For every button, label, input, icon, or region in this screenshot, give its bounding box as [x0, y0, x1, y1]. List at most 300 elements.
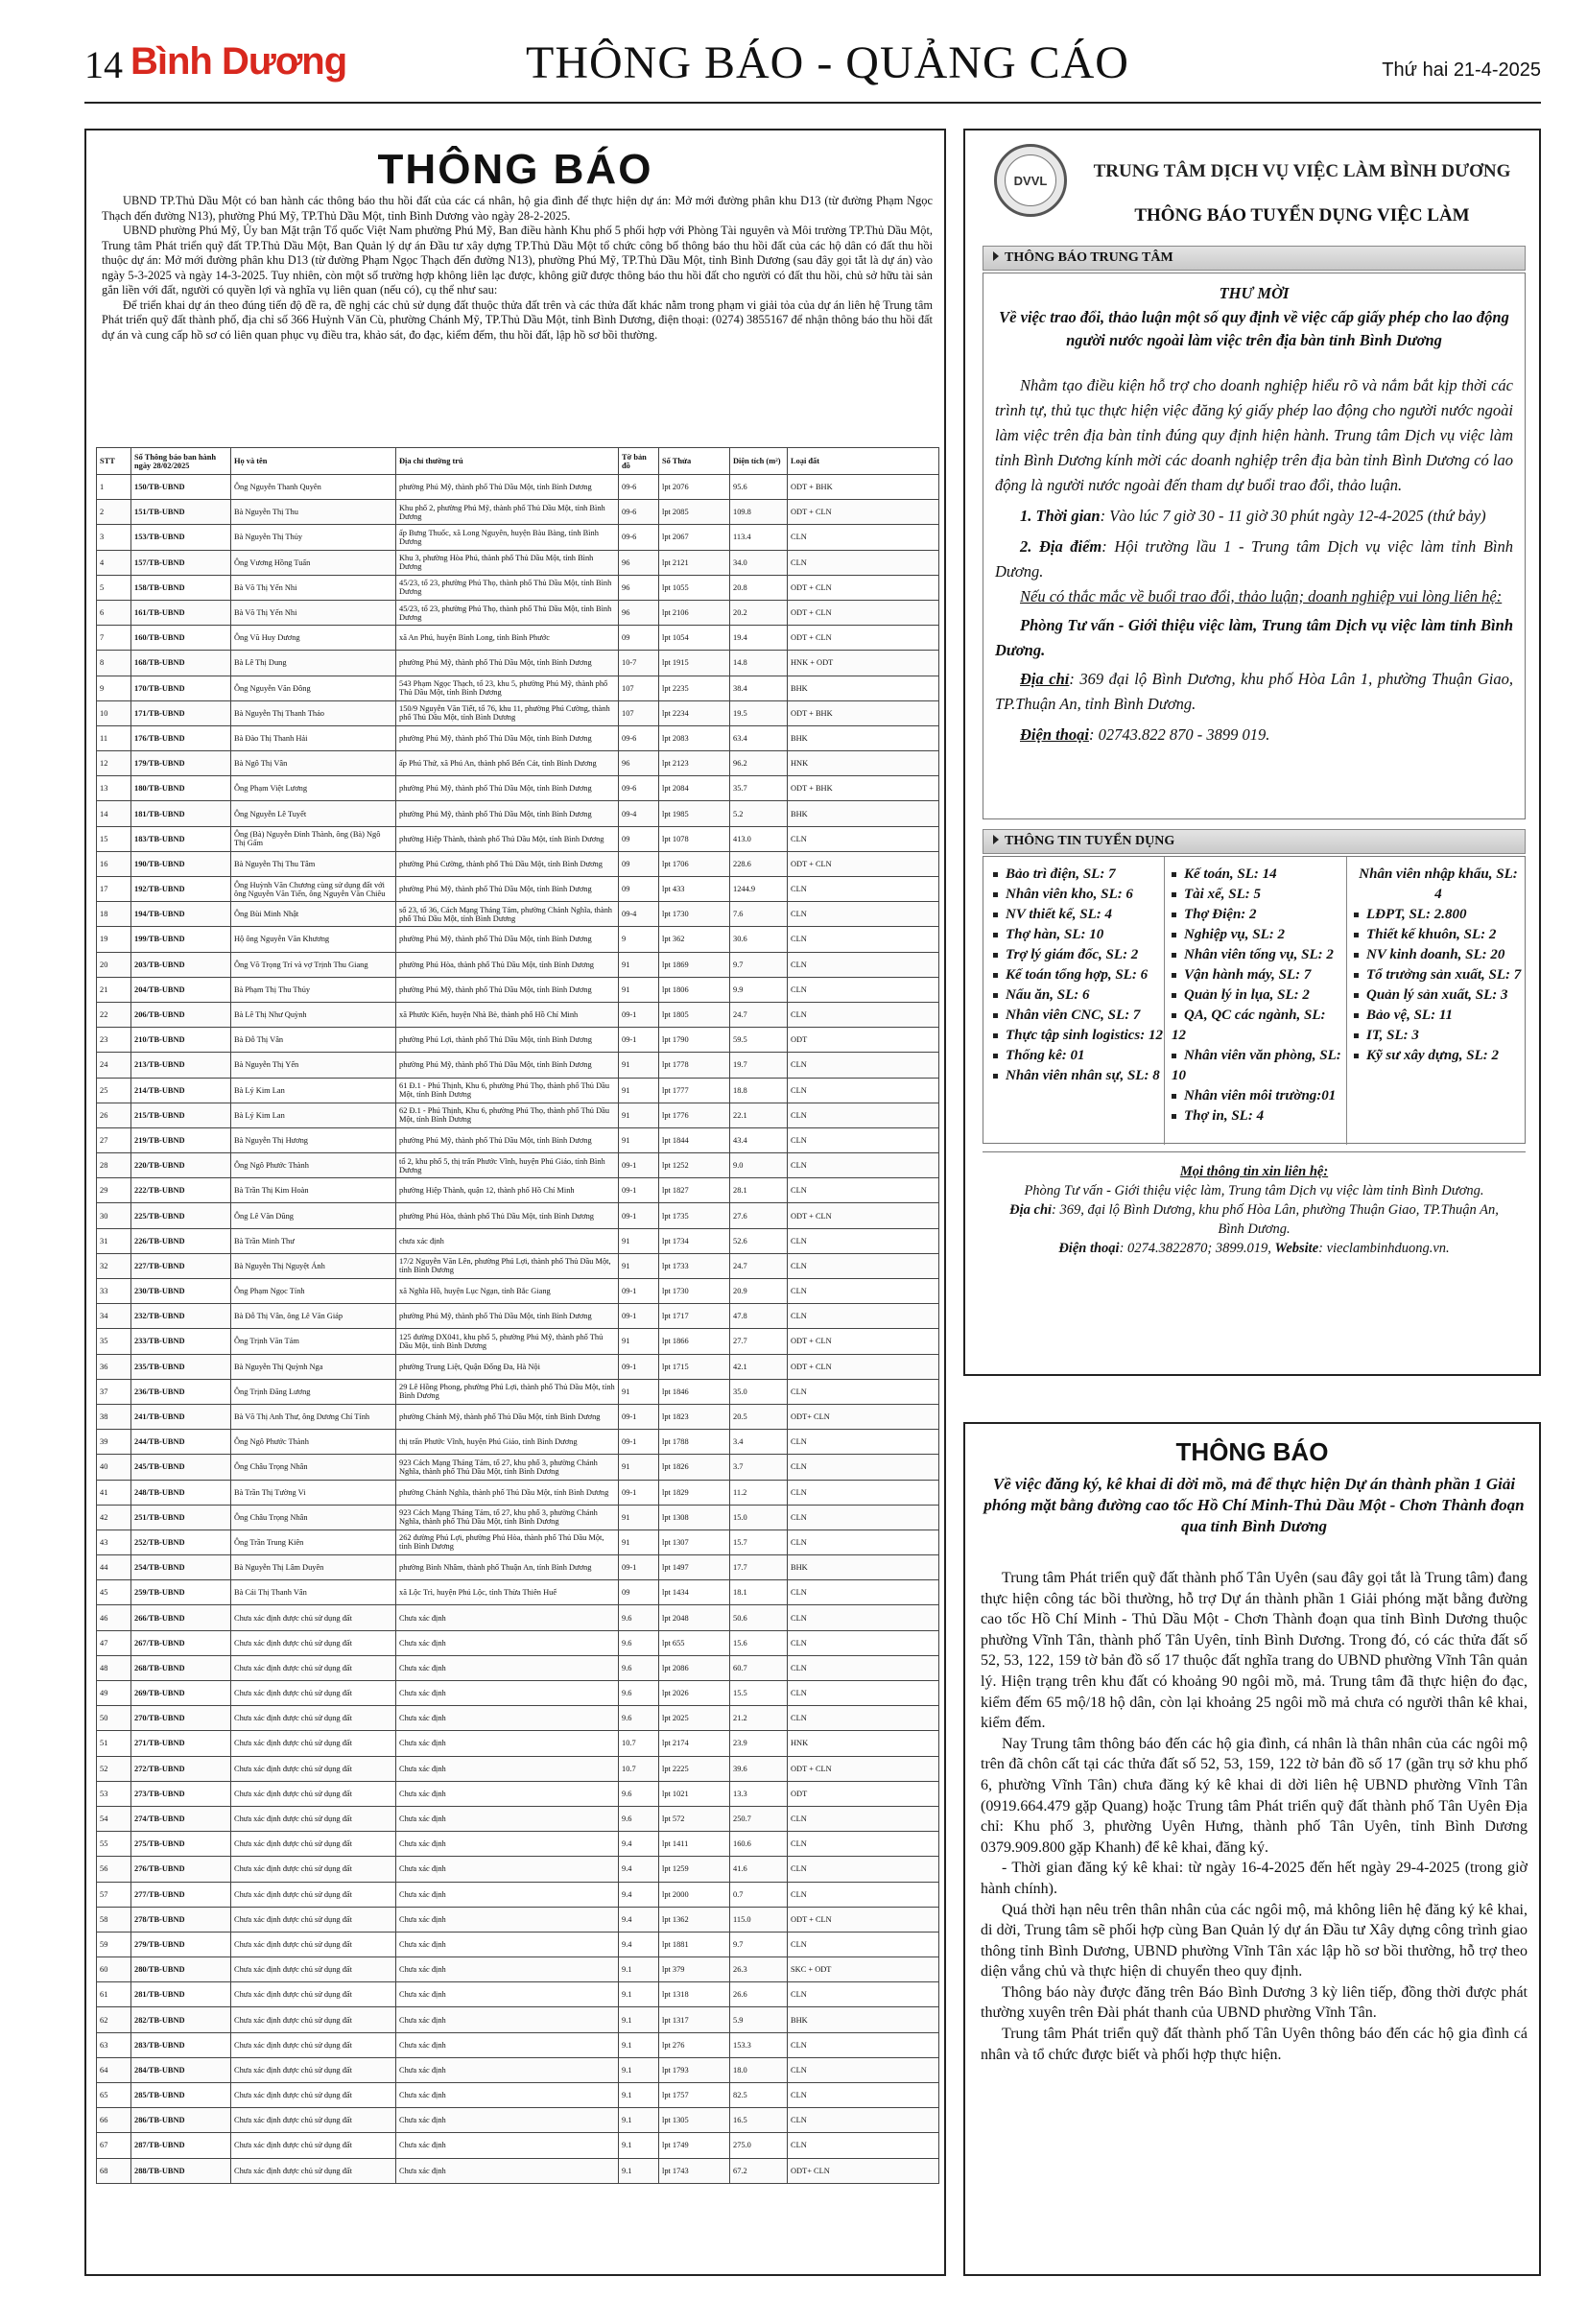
- table-row: [97, 1630, 939, 1655]
- table-row: [97, 1882, 939, 1907]
- table-cell: 96: [619, 600, 659, 625]
- table-cell: 9.7: [730, 1932, 788, 1956]
- square-bullet-icon: [1354, 973, 1359, 978]
- table-cell: Ông Huỳnh Văn Chương cùng sử dụng đất với ông Nguyễn Văn Tiến, ông Nguyễn Văn Chiêu: [231, 877, 396, 902]
- job-list-column: [1354, 865, 1523, 1066]
- square-bullet-icon: [1172, 913, 1176, 917]
- table-row: [97, 1253, 939, 1278]
- table-cell: 67: [97, 2133, 131, 2158]
- table-cell: 24: [97, 1053, 131, 1078]
- table-cell: Chưa xác định: [396, 2032, 619, 2057]
- table-cell: Bà Đào Thị Thanh Hải: [231, 725, 396, 750]
- table-cell: 19.7: [730, 1053, 788, 1078]
- table-cell: 09-1: [619, 1279, 659, 1304]
- body-paragraph: Quá thời hạn nêu trên thân nhân của các ngôi mộ, mả không liên hệ đăng ký kê khai, di dời, Trung tâm sẽ phối hợp cùng Ban Quản lý dự án Đầu tư Xây dựng công trình giao thông tỉnh Bình Dương, UBND phường Vĩnh Tân xác lập hồ sơ bồi thường, hỗ trợ theo diện vắng chủ và thực hiện di chuyển theo quy định.: [981, 1901, 1528, 1980]
- table-cell: 59.5: [730, 1028, 788, 1053]
- table-cell: 273/TB-UBND: [131, 1781, 231, 1806]
- table-cell: 10: [97, 700, 131, 725]
- table-cell: CLN: [788, 977, 939, 1002]
- table-cell: 50.6: [730, 1605, 788, 1630]
- table-cell: Bà Nguyễn Thị Thanh Thảo: [231, 700, 396, 725]
- table-cell: Chưa xác định được chủ sử dụng đất: [231, 2057, 396, 2082]
- table-cell: 19: [97, 927, 131, 952]
- table-cell: phường Phú Mỹ, thành phố Thủ Dầu Một, tỉnh Bình Dương: [396, 776, 619, 801]
- table-cell: CLN: [788, 1857, 939, 1882]
- table-cell: CLN: [788, 1630, 939, 1655]
- table-cell: 9.9: [730, 977, 788, 1002]
- table-cell: 278/TB-UBND: [131, 1907, 231, 1932]
- table-row: [97, 1379, 939, 1404]
- table-cell: 53: [97, 1781, 131, 1806]
- contact-website: : vieclambinhduong.vn.: [1318, 1241, 1450, 1256]
- table-cell: 9.6: [619, 1681, 659, 1706]
- invitation-panel: [983, 273, 1526, 819]
- table-cell: Ông Trần Trung Kiên: [231, 1530, 396, 1554]
- table-cell: Ông (Bà) Nguyễn Đình Thành, ông (Bà) Ngô Thị Gấm: [231, 826, 396, 851]
- table-cell: 35.7: [730, 776, 788, 801]
- table-cell: 206/TB-UBND: [131, 1002, 231, 1027]
- table-cell: CLN: [788, 1153, 939, 1178]
- table-cell: 68: [97, 2158, 131, 2183]
- table-cell: 282/TB-UBND: [131, 2007, 231, 2032]
- table-cell: CLN: [788, 1655, 939, 1680]
- table-cell: CLN: [788, 525, 939, 550]
- table-cell: Chưa xác định được chủ sử dụng đất: [231, 1756, 396, 1781]
- table-cell: Khu 3, phường Hòa Phú, thành phố Thủ Dầu Một, tỉnh Bình Dương: [396, 550, 619, 575]
- table-row: [97, 2158, 939, 2183]
- table-cell: CLN: [788, 2032, 939, 2057]
- table-cell: lpt 1827: [659, 1178, 730, 1203]
- table-cell: lpt 1305: [659, 2108, 730, 2133]
- table-cell: CLN: [788, 1681, 939, 1706]
- table-cell: 60.7: [730, 1655, 788, 1680]
- table-cell: 09-1: [619, 1203, 659, 1228]
- square-bullet-icon: [993, 973, 998, 978]
- table-cell: 241/TB-UBND: [131, 1404, 231, 1429]
- table-cell: 52: [97, 1756, 131, 1781]
- table-cell: 180/TB-UBND: [131, 776, 231, 801]
- table-cell: 272/TB-UBND: [131, 1756, 231, 1781]
- table-cell: lpt 2086: [659, 1655, 730, 1680]
- table-cell: 9.1: [619, 1982, 659, 2007]
- table-cell: 09-1: [619, 1555, 659, 1580]
- table-cell: 8: [97, 651, 131, 676]
- table-cell: 09-4: [619, 902, 659, 927]
- table-cell: phường Phú Mỹ, thành phố Thủ Dầu Một, tỉnh Bình Dương: [396, 1053, 619, 1078]
- table-row: [97, 1731, 939, 1756]
- table-cell: 20.8: [730, 575, 788, 600]
- table-cell: Ông Nguyễn Lê Tuyết: [231, 801, 396, 826]
- table-cell: CLN: [788, 952, 939, 977]
- table-cell: Chưa xác định được chủ sử dụng đất: [231, 1832, 396, 1857]
- table-cell: lpt 2076: [659, 475, 730, 500]
- table-cell: 4: [97, 550, 131, 575]
- table-cell: Chưa xác định được chủ sử dụng đất: [231, 1982, 396, 2007]
- table-cell: 24.7: [730, 1002, 788, 1027]
- table-cell: Bà Nguyễn Thị Quỳnh Nga: [231, 1354, 396, 1379]
- column-header: Số Thửa: [659, 448, 730, 475]
- table-cell: 20.5: [730, 1404, 788, 1429]
- table-cell: 40: [97, 1455, 131, 1480]
- job-item: [1354, 925, 1523, 945]
- contact-phone: : 0274.3822870; 3899.019,: [1119, 1241, 1271, 1256]
- table-cell: 9.4: [619, 1907, 659, 1932]
- table-cell: 277/TB-UBND: [131, 1882, 231, 1907]
- table-row: [97, 801, 939, 826]
- table-cell: 236/TB-UBND: [131, 1379, 231, 1404]
- table-cell: 96.2: [730, 751, 788, 776]
- table-row: [97, 550, 939, 575]
- table-cell: 29 Lê Hồng Phong, phường Phú Lợi, thành phố Thủ Dầu Một, tỉnh Bình Dương: [396, 1379, 619, 1404]
- table-cell: lpt 1743: [659, 2158, 730, 2183]
- table-cell: Chưa xác định: [396, 1630, 619, 1655]
- table-row: [97, 600, 939, 625]
- table-cell: Bà Trần Thị Kim Hoàn: [231, 1178, 396, 1203]
- table-cell: 13: [97, 776, 131, 801]
- table-cell: Bà Võ Thị Anh Thư, ông Dương Chí Tính: [231, 1404, 396, 1429]
- table-cell: Bà Nguyễn Thị Thu: [231, 500, 396, 525]
- table-cell: 45: [97, 1580, 131, 1605]
- table-cell: lpt 1823: [659, 1404, 730, 1429]
- job-label: LĐPT, SL: 2.800: [1366, 907, 1467, 922]
- table-row: [97, 1053, 939, 1078]
- table-cell: Bà Đỗ Thị Vân: [231, 1028, 396, 1053]
- table-cell: 37: [97, 1379, 131, 1404]
- table-cell: 5: [97, 575, 131, 600]
- table-cell: 30.6: [730, 927, 788, 952]
- table-cell: 96: [619, 751, 659, 776]
- table-cell: xã An Phú, huyện Bình Long, tỉnh Bình Phước: [396, 626, 619, 651]
- table-cell: 9.4: [619, 1832, 659, 1857]
- table-row: [97, 902, 939, 927]
- recruitment-heading: THÔNG BÁO TUYỂN DỤNG VIỆC LÀM: [1134, 205, 1470, 225]
- table-cell: 11.2: [730, 1480, 788, 1505]
- table-cell: 20.9: [730, 1279, 788, 1304]
- contact-info: [983, 1151, 1526, 1295]
- address-value: : 369 đại lộ Bình Dương, khu phố Hòa Lân 1, phường Thuận Giao, TP.Thuận An, tỉnh Bình Dương.: [995, 670, 1513, 713]
- body-paragraph: Trung tâm Phát triển quỹ đất thành phố Tân Uyên (sau đây gọi tắt là Trung tâm) đang thực hiện công tác bồi thường, hỗ trợ Dự án thành phần 1 Giải phóng mặt bằng đường cao tốc Hồ Chí Minh - Thủ Dầu Một - Chơn Thành đoạn qua tỉnh Bình Dương thuộc phường Vĩnh Tân, thành phố Tân Uyên, tỉnh Bình Dương. Trong đó, có các thửa đất số 52, 53, 122, 159 tờ bản đồ số 17 thuộc đất nghĩa trang do UBND phường Vĩnh Tân quản lý. Hiện trạng trên khu đất có khoảng 90 ngôi mồ, mả. Trung tâm đã thực hiện đo đạc, kiểm đếm 65 mộ/18 hộ dân, còn lại khoảng 25 ngôi mồ mả chưa có người thân kê khai, kiểm đếm.: [981, 1570, 1528, 1732]
- table-cell: Chưa xác định: [396, 1781, 619, 1806]
- table-cell: 125 đường DX041, khu phố 5, phường Phú Mỹ, thành phố Thủ Dầu Một, tỉnh Bình Dương: [396, 1329, 619, 1354]
- table-cell: 194/TB-UBND: [131, 902, 231, 927]
- table-cell: 284/TB-UBND: [131, 2057, 231, 2082]
- table-cell: 267/TB-UBND: [131, 1630, 231, 1655]
- table-row: [97, 1430, 939, 1455]
- table-cell: lpt 1730: [659, 1279, 730, 1304]
- job-label: Nhân viên tổng vụ, SL: 2: [1184, 947, 1334, 962]
- table-cell: 41: [97, 1480, 131, 1505]
- table-cell: Bà Lê Thị Dung: [231, 651, 396, 676]
- table-cell: 225/TB-UBND: [131, 1203, 231, 1228]
- table-cell: Hộ ông Nguyễn Văn Khương: [231, 927, 396, 952]
- table-cell: Ông Bùi Minh Nhật: [231, 902, 396, 927]
- table-cell: CLN: [788, 2133, 939, 2158]
- invitation-body: Nhằm tạo điều kiện hỗ trợ cho doanh nghiệp hiểu rõ và nắm bắt kịp thời các trình tự, thủ tục thực hiện việc đăng ký giấy phép lao động cho người nước ngoài làm việc trên địa bàn tỉnh đúng quy định hiện hành. Trung tâm Dịch vụ việc làm tỉnh Bình Dương kính mời các doanh nghiệp trên địa bàn tỉnh Bình Dương có lao động là người nước ngoài đến tham dự buổi trao đổi, thảo luận.: [995, 376, 1513, 494]
- square-bullet-icon: [1354, 993, 1359, 998]
- table-cell: lpt 433: [659, 877, 730, 902]
- table-cell: Chưa xác định: [396, 1982, 619, 2007]
- notice-title: THÔNG BÁO: [1175, 1437, 1329, 1466]
- table-cell: 179/TB-UBND: [131, 751, 231, 776]
- table-cell: 203/TB-UBND: [131, 952, 231, 977]
- table-cell: 62: [97, 2007, 131, 2032]
- table-cell: tổ 2, khu phố 5, thị trấn Phước Vĩnh, huyện Phú Giáo, tỉnh Bình Dương: [396, 1153, 619, 1178]
- table-cell: 26.3: [730, 1957, 788, 1982]
- table-cell: 38: [97, 1404, 131, 1429]
- table-row: [97, 1957, 939, 1982]
- table-cell: Chưa xác định được chủ sử dụng đất: [231, 1857, 396, 1882]
- table-row: [97, 575, 939, 600]
- table-row: [97, 1178, 939, 1203]
- table-cell: 18: [97, 902, 131, 927]
- table-cell: 227/TB-UBND: [131, 1253, 231, 1278]
- table-cell: Ông Châu Trọng Nhân: [231, 1505, 396, 1530]
- table-cell: 91: [619, 1530, 659, 1554]
- table-cell: Chưa xác định: [396, 1857, 619, 1882]
- table-row: [97, 1480, 939, 1505]
- table-cell: 199/TB-UBND: [131, 927, 231, 952]
- table-cell: 9.6: [619, 1605, 659, 1630]
- table-cell: Bà Ngô Thị Vân: [231, 751, 396, 776]
- contact-web-label: Website: [1274, 1241, 1319, 1256]
- table-cell: 27.6: [730, 1203, 788, 1228]
- table-cell: Ông Phạm Ngọc Tính: [231, 1279, 396, 1304]
- question-note: Nếu có thắc mắc về buổi trao đổi, thảo luận; doanh nghiệp vui lòng liên hệ:: [1020, 587, 1503, 605]
- table-cell: Chưa xác định: [396, 2133, 619, 2158]
- table-cell: 115.0: [730, 1907, 788, 1932]
- job-item: [1172, 1086, 1342, 1106]
- table-cell: 52.6: [730, 1228, 788, 1253]
- square-bullet-icon: [1172, 993, 1176, 998]
- job-label: Thợ Điện: 2: [1184, 907, 1257, 922]
- table-cell: lpt 1735: [659, 1203, 730, 1228]
- table-cell: Chưa xác định được chủ sử dụng đất: [231, 2133, 396, 2158]
- triangle-bullet-icon: [993, 835, 999, 844]
- table-cell: lpt 655: [659, 1630, 730, 1655]
- column-divider: [1346, 857, 1347, 1145]
- table-cell: lpt 1777: [659, 1078, 730, 1103]
- column-header: Diện tích (m²): [730, 448, 788, 475]
- org-name: TRUNG TÂM DỊCH VỤ VIỆC LÀM BÌNH DƯƠNG: [1093, 161, 1511, 181]
- job-item: [993, 865, 1164, 885]
- contact-address: : 369, đại lộ Bình Dương, khu phố Hòa Lân, phường Thuận Giao, TP.Thuận An, Bình Dương.: [1052, 1202, 1499, 1237]
- table-cell: lpt 2234: [659, 700, 730, 725]
- table-cell: 9.4: [619, 1932, 659, 1956]
- time-label: 1. Thời gian: [1020, 507, 1101, 525]
- table-row: [97, 626, 939, 651]
- table-cell: CLN: [788, 826, 939, 851]
- table-cell: 279/TB-UBND: [131, 1932, 231, 1956]
- table-cell: 30: [97, 1203, 131, 1228]
- table-cell: 59: [97, 1932, 131, 1956]
- table-cell: HNK: [788, 751, 939, 776]
- job-label: Quản lý in lụa, SL: 2: [1184, 987, 1310, 1003]
- table-cell: 43: [97, 1530, 131, 1554]
- table-cell: 5.2: [730, 801, 788, 826]
- table-cell: Chưa xác định: [396, 1706, 619, 1731]
- table-cell: Bà Trần Thị Tường Vi: [231, 1480, 396, 1505]
- job-item: [993, 925, 1164, 945]
- job-label: Quản lý sản xuất, SL: 3: [1366, 987, 1508, 1003]
- job-list-title: Nhân viên nhập khẩu, SL: 4: [1359, 866, 1518, 902]
- table-row: [97, 1555, 939, 1580]
- table-cell: 24.7: [730, 1253, 788, 1278]
- table-cell: 3.4: [730, 1430, 788, 1455]
- square-bullet-icon: [1354, 1054, 1359, 1058]
- square-bullet-icon: [993, 993, 998, 998]
- table-cell: 270/TB-UBND: [131, 1706, 231, 1731]
- table-cell: lpt 1317: [659, 2007, 730, 2032]
- table-cell: 91: [619, 1228, 659, 1253]
- table-row: [97, 1505, 939, 1530]
- table-cell: 9.6: [619, 1806, 659, 1831]
- table-row: [97, 2032, 939, 2057]
- table-cell: 161/TB-UBND: [131, 600, 231, 625]
- job-list-column: [993, 865, 1164, 1086]
- table-cell: 1: [97, 475, 131, 500]
- table-row: [97, 1832, 939, 1857]
- square-bullet-icon: [1172, 1054, 1176, 1058]
- table-cell: lpt 1829: [659, 1480, 730, 1505]
- table-cell: Chưa xác định: [396, 1957, 619, 1982]
- table-cell: 219/TB-UBND: [131, 1127, 231, 1152]
- table-cell: Chưa xác định được chủ sử dụng đất: [231, 1882, 396, 1907]
- table-cell: 14.8: [730, 651, 788, 676]
- table-cell: 64: [97, 2057, 131, 2082]
- table-row: [97, 475, 939, 500]
- column-header: Loại đất: [788, 448, 939, 475]
- job-item: [1354, 1026, 1523, 1046]
- job-label: Thiết kế khuôn, SL: 2: [1366, 927, 1497, 942]
- table-cell: lpt 2025: [659, 1706, 730, 1731]
- table-cell: lpt 362: [659, 927, 730, 952]
- square-bullet-icon: [1172, 933, 1176, 937]
- table-cell: 35: [97, 1329, 131, 1354]
- table-cell: 244/TB-UBND: [131, 1430, 231, 1455]
- table-cell: 09-4: [619, 801, 659, 826]
- table-cell: 9.1: [619, 2108, 659, 2133]
- body-paragraph: Trung tâm Phát triển quỹ đất thành phố Tân Uyên thông báo đến các hộ gia đình cá nhân và tổ chức được biết và phối hợp thực hiện.: [981, 2026, 1528, 2063]
- table-cell: 91: [619, 952, 659, 977]
- table-cell: HNK + ODT: [788, 651, 939, 676]
- table-cell: CLN: [788, 1253, 939, 1278]
- table-cell: 26.6: [730, 1982, 788, 2007]
- table-cell: Bà Nguyễn Thị Nguyệt Ánh: [231, 1253, 396, 1278]
- table-row: [97, 1404, 939, 1429]
- table-cell: Chưa xác định được chủ sử dụng đất: [231, 1706, 396, 1731]
- table-cell: 09-6: [619, 525, 659, 550]
- table-cell: 251/TB-UBND: [131, 1505, 231, 1530]
- table-cell: CLN: [788, 1706, 939, 1731]
- job-item: [993, 885, 1164, 905]
- contact-title: Mọi thông tin xin liên hệ:: [1179, 1164, 1329, 1179]
- table-row: [97, 1153, 939, 1178]
- table-cell: 9.1: [619, 1957, 659, 1982]
- square-bullet-icon: [1354, 1033, 1359, 1038]
- table-cell: Bà Trần Minh Thư: [231, 1228, 396, 1253]
- table-cell: lpt 2026: [659, 1681, 730, 1706]
- table-cell: Chưa xác định: [396, 2158, 619, 2183]
- table-cell: 9.1: [619, 2032, 659, 2057]
- table-cell: CLN: [788, 1279, 939, 1304]
- table-cell: 160/TB-UBND: [131, 626, 231, 651]
- table-cell: 47.8: [730, 1304, 788, 1329]
- table-cell: Chưa xác định được chủ sử dụng đất: [231, 1907, 396, 1932]
- table-cell: 28.1: [730, 1178, 788, 1203]
- table-cell: 14: [97, 801, 131, 826]
- table-cell: 151/TB-UBND: [131, 500, 231, 525]
- table-cell: 275.0: [730, 2133, 788, 2158]
- table-row: [97, 851, 939, 876]
- table-cell: phường Hiệp Thành, quận 12, thành phố Hồ Chí Minh: [396, 1178, 619, 1203]
- job-label: Nhân viên kho, SL: 6: [1006, 887, 1133, 902]
- table-cell: 9.1: [619, 2057, 659, 2082]
- table-cell: 214/TB-UBND: [131, 1078, 231, 1103]
- table-cell: phường Hiệp Thành, thành phố Thủ Dầu Một, tỉnh Bình Dương: [396, 826, 619, 851]
- table-cell: 268/TB-UBND: [131, 1655, 231, 1680]
- address-label: Địa chỉ: [1020, 670, 1070, 688]
- table-cell: 220/TB-UBND: [131, 1153, 231, 1178]
- job-list: [1354, 905, 1523, 1066]
- column-header: Tờ bản đồ: [619, 448, 659, 475]
- table-cell: lpt 1259: [659, 1857, 730, 1882]
- section-bar-job-info: [983, 829, 1526, 854]
- table-header-row: [97, 448, 939, 475]
- table-row: [97, 525, 939, 550]
- table-cell: 204/TB-UBND: [131, 977, 231, 1002]
- phone-value: : 02743.822 870 - 3899 019.: [1088, 725, 1270, 744]
- table-cell: Chưa xác định: [396, 1806, 619, 1831]
- table-cell: 275/TB-UBND: [131, 1832, 231, 1857]
- table-row: [97, 1681, 939, 1706]
- table-cell: CLN: [788, 1178, 939, 1203]
- table-cell: Chưa xác định được chủ sử dụng đất: [231, 2007, 396, 2032]
- table-cell: 41.6: [730, 1857, 788, 1882]
- table-cell: 11: [97, 725, 131, 750]
- table-cell: Chưa xác định được chủ sử dụng đất: [231, 1957, 396, 1982]
- table-cell: lpt 1805: [659, 1002, 730, 1027]
- square-bullet-icon: [1172, 1114, 1176, 1119]
- table-cell: 16.5: [730, 2108, 788, 2133]
- job-item: [1354, 945, 1523, 965]
- table-cell: lpt 1078: [659, 826, 730, 851]
- table-cell: Bà Lý Kim Lan: [231, 1103, 396, 1127]
- table-cell: 266/TB-UBND: [131, 1605, 231, 1630]
- job-item: [1354, 965, 1523, 985]
- table-cell: 91: [619, 1078, 659, 1103]
- table-cell: lpt 1497: [659, 1555, 730, 1580]
- table-row: [97, 1982, 939, 2007]
- table-cell: 22.1: [730, 1103, 788, 1127]
- table-cell: 15: [97, 826, 131, 851]
- table-cell: 91: [619, 1505, 659, 1530]
- job-item: [1172, 885, 1342, 905]
- table-cell: lpt 1411: [659, 1832, 730, 1857]
- table-cell: 50: [97, 1706, 131, 1731]
- table-cell: lpt 1730: [659, 902, 730, 927]
- job-label: Bảo vệ, SL: 11: [1366, 1008, 1453, 1023]
- table-cell: lpt 2174: [659, 1731, 730, 1756]
- table-cell: SKC + ODT: [788, 1957, 939, 1982]
- table-cell: 91: [619, 1455, 659, 1480]
- table-cell: Chưa xác định được chủ sử dụng đất: [231, 1932, 396, 1956]
- table-row: [97, 2083, 939, 2108]
- table-cell: lpt 2067: [659, 525, 730, 550]
- place-value: : Hội trường lầu 1 - Trung tâm Dịch vụ việc làm tỉnh Bình Dương.: [995, 537, 1514, 581]
- job-label: Tổ trưởng sản xuất, SL: 7: [1366, 967, 1522, 983]
- table-row: [97, 1530, 939, 1554]
- table-cell: phường Phú Mỹ, thành phố Thủ Dầu Một, tỉnh Bình Dương: [396, 877, 619, 902]
